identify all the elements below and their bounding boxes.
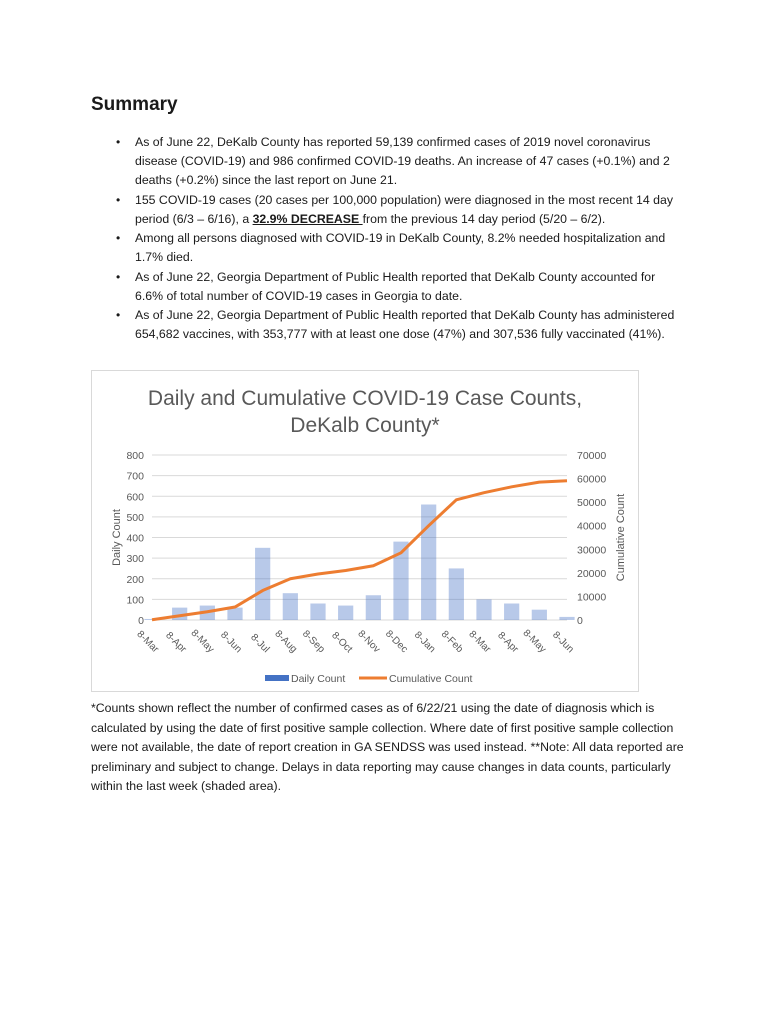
- chart-title-line-2: DeKalb County*: [290, 414, 440, 437]
- x-tick-label: 8-Feb: [438, 628, 465, 656]
- y2-axis-title: Cumulative Count: [615, 493, 627, 582]
- case-count-chart: [91, 370, 639, 692]
- y-tick-label: 300: [126, 553, 144, 566]
- summary-bullet-3-text: Among all persons diagnosed with COVID-19 in DeKalb County, 8.2% needed hospitalization and 1.7% died.: [135, 231, 666, 264]
- y2-tick-label: 0: [577, 615, 583, 627]
- x-tick-label: 8-Apr: [163, 630, 189, 656]
- x-tick-label: 8-Jun: [218, 629, 244, 656]
- y2-tick-label: 60000: [577, 473, 607, 486]
- y2-tick-label: 40000: [577, 520, 607, 533]
- chart-canvas: [92, 371, 638, 691]
- summary-bullet-5-text: As of June 22, Georgia Department of Public Health reported that DeKalb County has administered 654,682 vaccines, with 353,777 with at least one dose (47%) and 307,536 fully vaccinated (41%).: [135, 308, 675, 341]
- x-tick-label: 8-Jun: [550, 629, 576, 656]
- legend-label-cumulative-count: Cumulative Count: [389, 673, 473, 685]
- x-tick-label: 8-Oct: [329, 630, 355, 656]
- legend-swatch-daily-count: [265, 675, 289, 681]
- x-tick-label: 8-Mar: [466, 628, 493, 656]
- daily-count-bar: [559, 617, 574, 620]
- summary-bullet-1-text: As of June 22, DeKalb County has reported 59,139 confirmed cases of 2019 novel coronavirus disease (COVID-19) and 986 confirmed COVID-19 deaths. An increase of 47 cases (+0.1%) and 2 deaths (+0.2%) since the last report on June 21.: [135, 135, 670, 187]
- summary-bullet-2-text-before: 155 COVID-19 cases (20 cases per 100,000 population) were diagnosed in the most recent 14 day period (6/3 – 6/16), a: [135, 192, 673, 226]
- decrease-emphasis: 32.9% DECREASE: [252, 211, 363, 226]
- summary-bullet-3: [135, 229, 685, 267]
- summary-bullet-1: [135, 133, 685, 190]
- y-tick-label: 500: [126, 511, 144, 524]
- daily-count-bar: [310, 604, 325, 621]
- daily-count-bar: [476, 599, 491, 620]
- summary-bullet-4: [135, 268, 685, 306]
- daily-count-bar: [283, 593, 298, 620]
- daily-count-bar: [449, 568, 464, 620]
- footnote: *Counts shown reflect the number of confirmed cases as of 6/22/21 using the date of diagnosis which is calculated by using the date of first positive sample collection. Where date of first positive sample collection were not available, the date of report creation in GA SENDSS was used instead. **Note: All data reported are preliminary and subject to change. Delays in data reporting may cause changes in data counts, particularly within the last week (shaded area).: [91, 701, 684, 793]
- daily-count-bar: [532, 610, 547, 620]
- x-tick-label: 8-Apr: [495, 630, 521, 656]
- x-tick-label: 8-Jul: [248, 632, 272, 656]
- daily-count-bar: [255, 548, 270, 620]
- summary-bullet-list: [135, 133, 685, 345]
- page-title: Summary: [91, 94, 178, 115]
- y2-tick-label: 70000: [577, 450, 607, 462]
- y-tick-label: 400: [126, 532, 144, 545]
- x-tick-label: 8-Nov: [355, 628, 382, 656]
- y-tick-label: 0: [138, 615, 144, 627]
- x-tick-label: 8-Mar: [134, 628, 161, 656]
- y-axis-title: Daily Count: [111, 509, 123, 566]
- x-tick-label: 8-Aug: [272, 628, 299, 656]
- summary-bullet-5: [135, 306, 685, 344]
- daily-count-bar: [366, 595, 381, 620]
- y-tick-label: 800: [126, 450, 144, 462]
- y2-tick-label: 10000: [577, 591, 607, 604]
- y-tick-label: 600: [126, 491, 144, 504]
- x-tick-label: 8-May: [188, 627, 216, 656]
- y2-tick-label: 30000: [577, 544, 607, 557]
- x-tick-label: 8-Dec: [383, 628, 410, 656]
- x-tick-label: 8-Jan: [411, 629, 438, 656]
- daily-count-bar: [338, 606, 353, 620]
- y-tick-label: 200: [126, 573, 144, 586]
- y-tick-label: 100: [126, 594, 144, 607]
- summary-bullet-2: [135, 191, 685, 229]
- x-tick-label: 8-Sep: [300, 628, 327, 656]
- y2-tick-label: 20000: [577, 567, 607, 580]
- daily-count-bar: [227, 608, 242, 620]
- y-tick-label: 700: [126, 470, 144, 483]
- summary-bullet-4-text: As of June 22, Georgia Department of Public Health reported that DeKalb County accounted for 6.6% of total number of COVID-19 cases in Georgia to date.: [135, 269, 656, 303]
- x-tick-label: 8-May: [520, 627, 548, 656]
- chart-title-line-1: Daily and Cumulative COVID-19 Case Counts,: [147, 387, 583, 410]
- y2-tick-label: 50000: [577, 497, 607, 510]
- summary-bullet-2-text-after: from the previous 14 day period (5/20 – 6/2).: [362, 211, 606, 226]
- daily-count-bar: [504, 604, 519, 621]
- legend-label-daily-count: Daily Count: [291, 673, 346, 685]
